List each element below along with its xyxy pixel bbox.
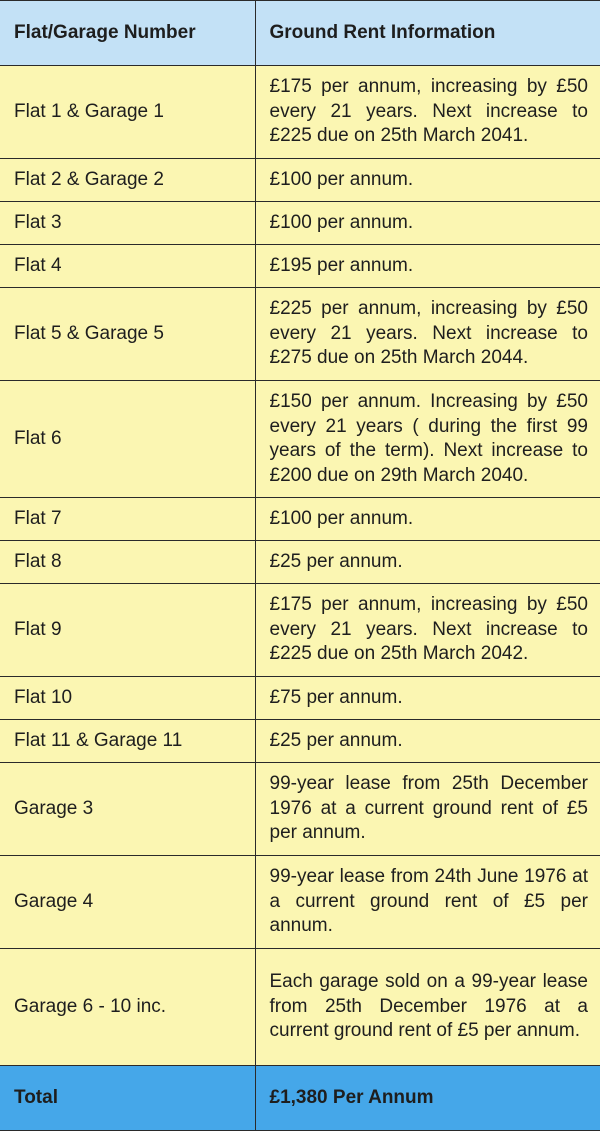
rent-info-cell: £100 per annum. <box>255 159 600 202</box>
unit-cell: Flat 3 <box>0 202 255 245</box>
column-header-unit: Flat/Garage Number <box>0 1 255 66</box>
rent-info-cell: £75 per annum. <box>255 677 600 720</box>
total-value: £1,380 Per Annum <box>255 1066 600 1131</box>
unit-cell: Flat 2 & Garage 2 <box>0 159 255 202</box>
unit-cell: Flat 10 <box>0 677 255 720</box>
rent-info-cell: 99-year lease from 25th December 1976 at a current ground rent of £5 per annum. <box>255 763 600 856</box>
rent-info-cell: £225 per annum, increasing by £50 every 21 years. Next increase to £275 due on 25th March 2044. <box>255 288 600 381</box>
rent-info-cell: £25 per annum. <box>255 541 600 584</box>
unit-cell: Garage 3 <box>0 763 255 856</box>
table-row <box>0 763 600 856</box>
table-row <box>0 584 600 677</box>
rent-info-cell: Each garage sold on a 99-year lease from 25th December 1976 at a current ground rent of £5 per annum. <box>255 949 600 1066</box>
unit-cell: Garage 4 <box>0 856 255 949</box>
rent-info-cell: £195 per annum. <box>255 245 600 288</box>
table-row <box>0 202 600 245</box>
unit-cell: Flat 11 & Garage 11 <box>0 720 255 763</box>
total-row <box>0 1066 600 1131</box>
rent-info-cell: £175 per annum, increasing by £50 every 21 years. Next increase to £225 due on 25th March 2042. <box>255 584 600 677</box>
unit-cell: Flat 4 <box>0 245 255 288</box>
unit-cell: Flat 9 <box>0 584 255 677</box>
rent-info-cell: £25 per annum. <box>255 720 600 763</box>
unit-cell: Garage 6 - 10 inc. <box>0 949 255 1066</box>
table-row <box>0 677 600 720</box>
rent-info-cell: £175 per annum, increasing by £50 every 21 years. Next increase to £225 due on 25th March 2041. <box>255 66 600 159</box>
header-row <box>0 1 600 66</box>
table-row <box>0 720 600 763</box>
table-row <box>0 159 600 202</box>
unit-cell: Flat 6 <box>0 381 255 498</box>
unit-cell: Flat 8 <box>0 541 255 584</box>
table-row <box>0 856 600 949</box>
column-header-info: Ground Rent Information <box>255 1 600 66</box>
table-row <box>0 498 600 541</box>
rent-info-cell: £150 per annum. Increasing by £50 every 21 years ( during the first 99 years of the term). Next increase to £200 due on 29th March 2040. <box>255 381 600 498</box>
rent-info-cell: £100 per annum. <box>255 498 600 541</box>
total-label: Total <box>0 1066 255 1131</box>
table-row <box>0 245 600 288</box>
table-row <box>0 66 600 159</box>
unit-cell: Flat 7 <box>0 498 255 541</box>
unit-cell: Flat 1 & Garage 1 <box>0 66 255 159</box>
rent-info-cell: 99-year lease from 24th June 1976 at a current ground rent of £5 per annum. <box>255 856 600 949</box>
unit-cell: Flat 5 & Garage 5 <box>0 288 255 381</box>
table-row <box>0 949 600 1066</box>
table-row <box>0 381 600 498</box>
table-row <box>0 288 600 381</box>
rent-info-cell: £100 per annum. <box>255 202 600 245</box>
table-row <box>0 541 600 584</box>
